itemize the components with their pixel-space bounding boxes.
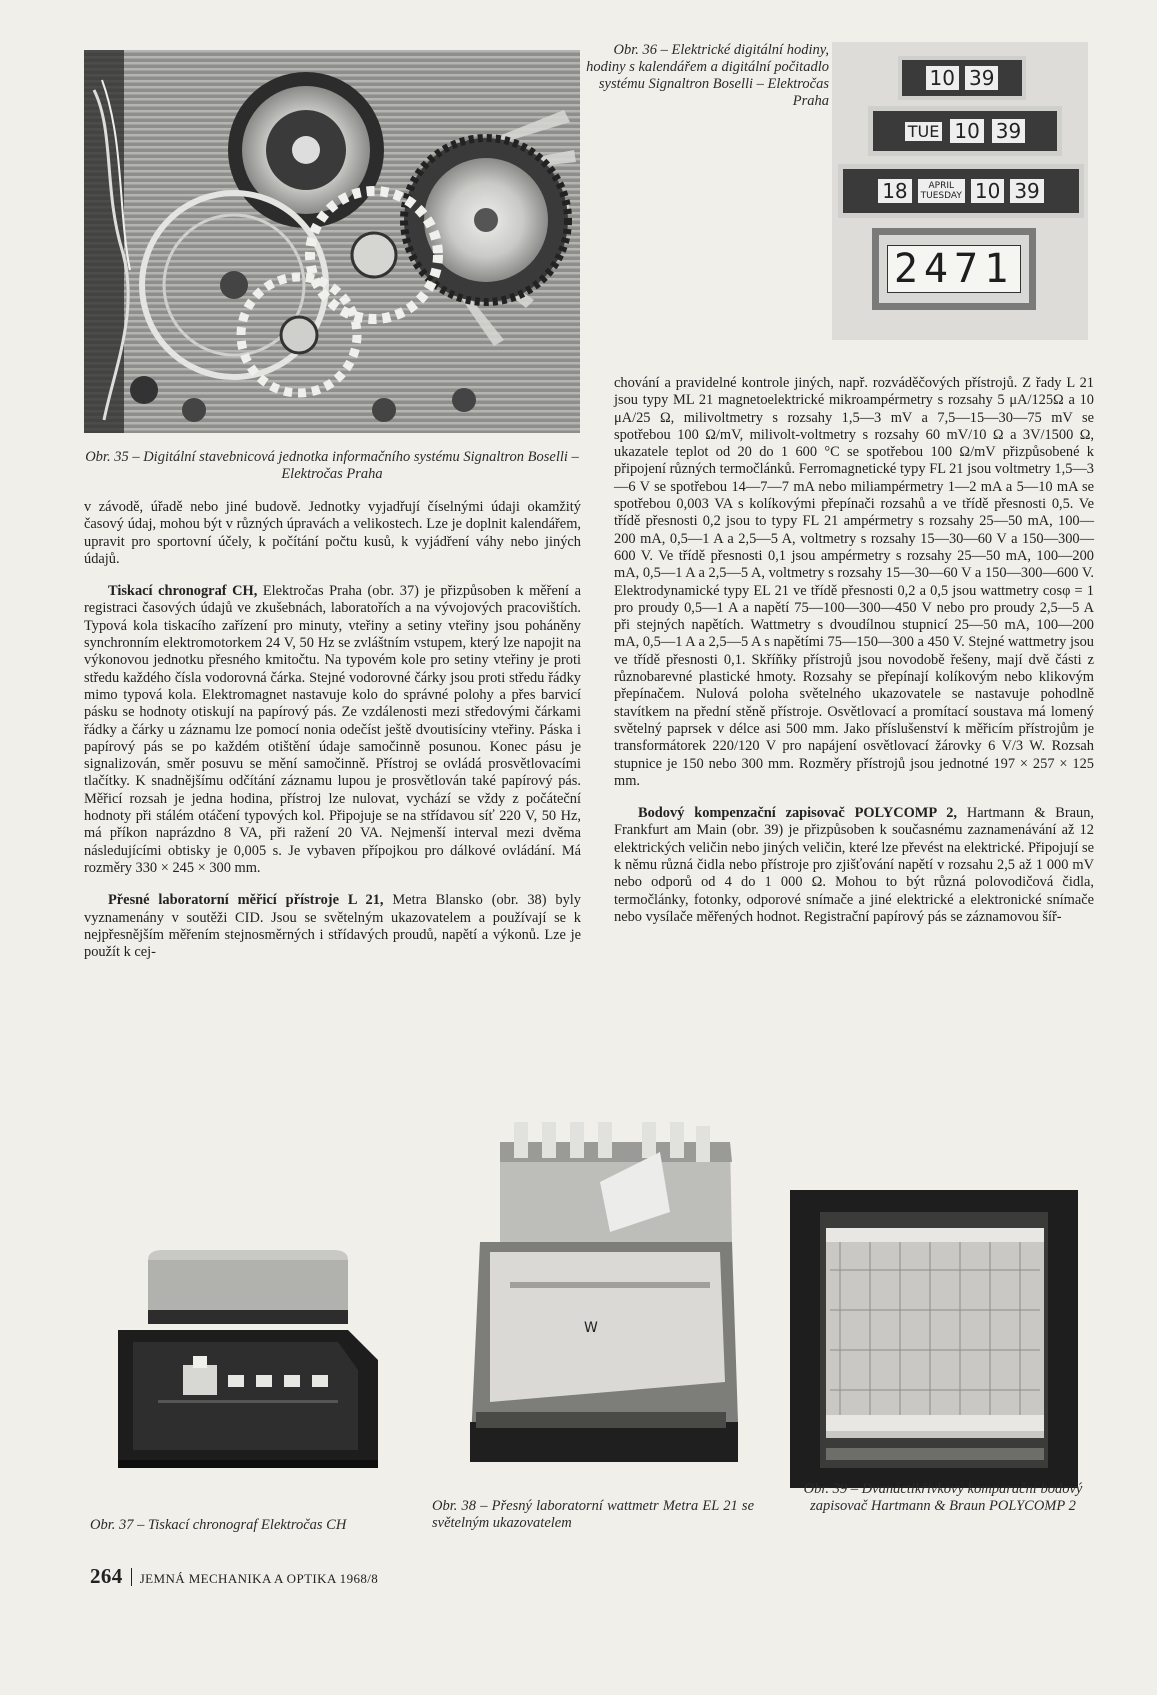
clock2-hours: 10 [950, 119, 983, 143]
clock3-weekday: TUESDAY [920, 191, 962, 201]
left-paragraph-2 [84, 583, 581, 877]
figure-35-caption: Obr. 35 – Digitální stavebnicová jednotka informačního systému Signaltron Boselli – Elektročas Praha [85, 449, 579, 482]
figure-37-caption: Obr. 37 – Tiskací chronograf Elektročas CH [90, 1517, 347, 1533]
page-footer [90, 1564, 378, 1589]
clock-display-1 [898, 56, 1026, 100]
left-paragraph-3-heading: Přesné laboratorní měřicí přístroje L 21, [108, 892, 384, 909]
clock2-weekday: TUE [905, 122, 943, 141]
chronograph-illustration [118, 1250, 378, 1480]
figure-39-caption: Obr. 39 – Dvanáctikřivkový komparační bodový zapisovač Hartmann & Braun POLYCOMP 2 [803, 1481, 1083, 1514]
right-paragraph-2-body: Hartmann & Braun, Frankfurt am Main (obr. 39) je přizpůsoben k současnému zaznamenávání až 12 elektrických veličin nebo jiných veličin, které lze převést na elektrické. Připojují se k němu různá čidla nebo přístroje pro zjišťování napětí v rozsahu 2,5 až 1 000 mV nebo odporů od 4 do 1 000 Ω. Mohou to být různá polovodičová čidla, termočlánky, fotonky, odporové snímače a jiné elektrické a elektronické snímače nebo vysílače měřených hodnot. Registrační papírový pás se záznamovou šíř- [614, 805, 1094, 925]
clock3-hours: 10 [971, 179, 1004, 203]
figure-39-photo [790, 1190, 1078, 1488]
left-paragraph-3 [84, 892, 581, 961]
right-paragraph-1: chování a pravidelné kontrole jiných, např. rozváděčových přístrojů. Z řady L 21 jsou typy ML 21 magnetoelektrické mikroampérmetry s rozsahy 5 μA/125Ω a 10 μA/25 Ω, milivoltmetry s rozsahy 1,5—3 mV a 7,5—15—30—75 mV se spotřebou 100 Ω/mV, milivolt-voltmetry s rozsahy 60 mV/10 Ω a 3V/1500 Ω, ukazatele teplot od 20 do 1 600 °C se spotřebou 100 Ω/mV přizpůsobené k připojení různých termočlánků. Ferromagnetické typy FL 21 jsou voltmetry 1,5—3—6 V se spotřebou 14—7—7 mA nebo miliampérmetry 1—2 mA a 5—10 mA se spotřebou 0,003 VA s kolíkovými přepínači rozsahů a ve třídě přesnosti 0,5. Ve třídě přesnosti 0,2 jsou to typy FL 21 ampérmetry s rozsahy 25—50 mA, 100—200 mA, 0,5—1 A a 2,5—5 A, voltmetry s rozsahy 15—30—60 V a 150—300—600 V. Ve třídě přesnosti 0,1 jsou ampérmetry s rozsahy 25—50 mA, 100—200 mA, 0,5—1 A a 2,5—5 A, voltmetry s rozsahy 15—30—60 V a 150—300—600 V. Elektrodynamické typy EL 21 ve třídě přesnosti 0,2 a 0,5 jsou wattmetry cosφ = 1 pro proudy 0,5—1 A a napětí 75—100—300—450 V nebo pro proudy 2,5—5 A při stejných napětích. Wattmetry s dvoudílnou stupnicí 25—50 mA, 100—200 mA, 0,5—1 A a 2,5—5 A s napětími 75—150—300 a 450 V. Stejné wattmetry jsou ve třídě přesnosti 0,1. Skříňky přístrojů jsou novodobě řešeny, mají dvě části z různobarevné plastické hmoty. Rozsahy se přepínají kolíkovým nebo klikovým přepínačem. Nulová poloha světelného ukazovatele se nastavuje pohodlně stavítkem na přední stěně přístroje. Osvětlovací a promítací soustava má lomený světelný paprsek v délce asi 500 mm. Jako příslušenství k měřicím přístrojům je transformátorek 220/120 V pro napájení osvětlovací žárovky 6 V/3 W. Rozsah stupnice je 150 nebo 300 mm. Rozměry přístrojů jsou jednotné 197 × 257 × 125 mm. [614, 375, 1094, 789]
right-paragraph-2 [614, 805, 1094, 926]
clock3-minutes: 39 [1010, 179, 1043, 203]
counter-value: 2471 [887, 245, 1021, 293]
wattmeter-illustration [470, 1122, 738, 1482]
clock2-minutes: 39 [992, 119, 1025, 143]
clock-display-2 [868, 106, 1062, 156]
left-paragraph-3-body: Metra Blansko (obr. 38) byly vyznamenány v soutěži CID. Jsou se světelným ukazovatelem a používají se k nejpřesnějším měřením stejnosměrných i střídavých proudů, napětí a výkonů. Lze je použít k cej- [84, 892, 581, 961]
left-paragraph-2-body: Elektročas Praha (obr. 37) je přizpůsoben k měření a registraci časových údajů ve zkušebnách, laboratořích a na vývojových pracovištích. Typová kola tiskacího zařízení pro minuty, vteřiny a setiny vteřiny jsou poháněny synchronním elektromotorkem 24 V, 50 Hz se zvláštním vstupem, který lze napojit na výkonovou jednotku přesného kmitočtu. Na typovém kole pro setiny vteřiny je proti středu každého čísla vodorovná čárka. Stejné vodorovné čárky jsou proti středu řádky mimo typová kola. Elektromagnet nastavuje kolo do správné polohy a přes barvicí pásku se hodnoty otiskují na papírový pás. Ze vzdálenosti mezi středovými čárkami řádky a čárky u záznamu lze pomocí nonia odečíst ještě dvoutisíciny vteřiny. Páska i papírový pás se po každém otištění údaje samočinně posunou. Konec pásu je signalizován, směr posuvu se mění samočinně. Přístroj se ovládá prosvětlovacími tlačítky. K snadnějšímu odčítání záznamu lupou je prosvětlován také papírový pás. Měřicí rozsah je jedna hodina, přístroj lze nulovat, vychází se vždy z počáteční hodnoty při stálém otáčení typových kol. Připojuje se na střídavou síť 220 V, 50 Hz, má příkon naprázdno 8 VA, při ražení 20 VA. Nejmenší interval mezi dvěma následujícími obtisky je 0,005 s. Je vybaven přípojkou pro dálkové ovládání. Má rozměry 330 × 245 × 300 mm. [84, 583, 581, 876]
figure-36-photo [832, 42, 1088, 340]
journal-name: JEMNÁ MECHANIKA A OPTIKA 1968/8 [139, 1571, 379, 1586]
clock-display-3 [838, 164, 1084, 218]
wattmeter-w-label: W [584, 1320, 598, 1336]
clock3-date-label [918, 179, 965, 203]
footer-divider [131, 1568, 132, 1586]
clock3-day: 18 [878, 179, 911, 203]
left-paragraph-1: v závodě, úřadě nebo jiné budově. Jednotky vyjadřují číselnými údaji okamžitý časový údaj, mohou být v různých úpravách a velikostech. Lze je doplnit kalendářem, upravit pro sportovní účely, k počítání počtu kusů, k vyjádření váhy nebo jiných údajů. [84, 499, 581, 567]
left-column [84, 499, 581, 961]
counter-display [872, 228, 1036, 310]
recorder-illustration [790, 1190, 1078, 1488]
page-number: 264 [90, 1564, 123, 1588]
figure-38-caption: Obr. 38 – Přesný laboratorní wattmetr Metra EL 21 se světelným ukazovatelem [432, 1498, 754, 1531]
left-paragraph-2-heading: Tiskací chronograf CH, [108, 583, 258, 600]
figure-38-photo [470, 1122, 738, 1482]
clock1-hours: 10 [926, 66, 959, 90]
gears-illustration [84, 50, 580, 433]
clock1-minutes: 39 [965, 66, 998, 90]
right-paragraph-2-heading: Bodový kompenzační zapisovač POLYCOMP 2, [638, 805, 958, 822]
clock3-month: APRIL [928, 181, 955, 191]
figure-35-photo [84, 50, 580, 433]
figure-37-photo [118, 1250, 378, 1480]
figure-36-caption: Obr. 36 – Elektrické digitální hodiny, hodiny s kalendářem a digitální počitadlo systému Signaltron Boselli – Elektročas Praha [586, 42, 829, 109]
right-column [614, 375, 1094, 926]
